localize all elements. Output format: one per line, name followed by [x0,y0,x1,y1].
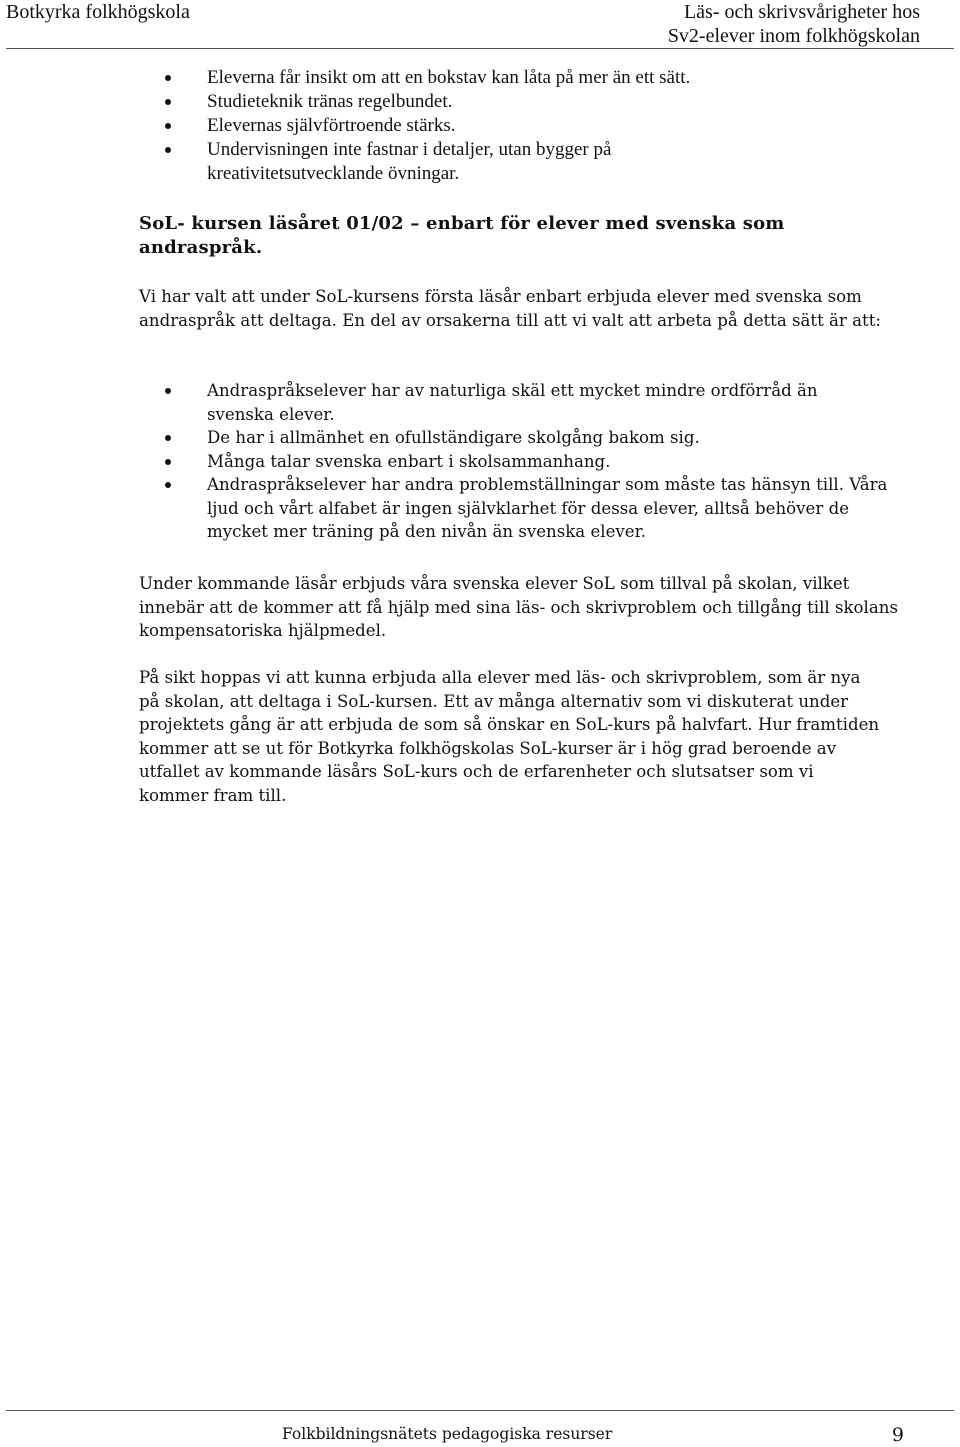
section-heading: SoL- kursen läsåret 01/02 – enbart för elever med svenska som andraspråk. [139,213,785,258]
bullet-icon [165,99,171,105]
paragraph-future: På sikt hoppas vi att kunna erbjuda alla elever med läs- och skrivproblem, som är nya på skolan, att deltaga i SoL-kursen. Ett av många alternativ som vi diskuterat under projektets gång är att erbjuda de som så önskar en SoL-kurs på halvfart. Hur framtiden kommer att se ut för Botkyrka folkhögskolas SoL-kurser är i hög grad beroende av utfallet av kommande läsårs SoL-kurs och de erfarenheter och slutsatser som vi kommer fram till. [139,668,880,805]
header-title-line-1: Läs- och skrivsvårigheter hos [683,1,920,23]
list-item [0,66,897,90]
list-item [0,138,707,186]
list-item-text: Eleverna får insikt om att en bokstav kan låta på mer än ett sätt. [207,67,691,88]
bullet-icon [165,75,171,81]
bullet-icon [165,459,171,465]
list-item-text: Många talar svenska enbart i skolsammanhang. [207,451,611,471]
reason-bullet-list [0,379,907,544]
list-item-text: De har i allmänhet en ofullständigare skolgång bakom sig. [207,428,700,447]
bullet-icon [165,147,171,153]
bullet-icon [165,435,171,441]
list-item [0,114,897,138]
bullet-icon [165,123,171,129]
list-item-text: Undervisningen inte fastnar i detaljer, utan bygger på kreativitetsutvecklande övningar. [207,139,612,184]
bullet-icon [165,482,171,488]
header-title-line-2: Sv2-elever inom folkhögskolan [667,25,920,47]
list-item [0,379,887,426]
list-item-text: Elevernas självförtroende stärks. [207,115,456,136]
bullet-icon [165,388,171,394]
intro-paragraph: Vi har valt att under SoL-kursens första läsår enbart erbjuda elever med svenska som andraspråk att deltaga. En del av orsakerna till att vi valt att arbeta på detta sätt är att: [139,287,881,330]
footer-source: Folkbildningsnätets pedagogiska resurser [282,1425,613,1443]
top-bullet-list [0,66,897,186]
list-item-text: Studieteknik tränas regelbundet. [207,91,453,112]
header-document-title [668,0,920,48]
footer-divider [6,1410,954,1411]
list-item [0,450,907,474]
list-item-text: Andraspråkselever har andra problemställningar som måste tas hänsyn till. Våra ljud och vårt alfabet är ingen självklarhet för dessa elever, alltså behöver de mycket mer träning på den nivån än svenska elever. [207,475,888,541]
paragraph-elective: Under kommande läsår erbjuds våra svenska elever SoL som tillval på skolan, vilket innebär att de kommer att få hjälp med sina läs- och skrivproblem och tillgång till skolans kompensatoriska hjälpmedel. [139,574,898,640]
list-item-text: Andraspråkselever har av naturliga skäl ett mycket mindre ordförråd än svenska elever. [207,381,818,424]
header-divider [6,48,954,49]
list-item [0,426,907,450]
page-number: 9 [891,1424,904,1446]
list-item [0,473,907,544]
list-item [0,90,897,114]
header-school-name: Botkyrka folkhögskola [6,1,190,23]
